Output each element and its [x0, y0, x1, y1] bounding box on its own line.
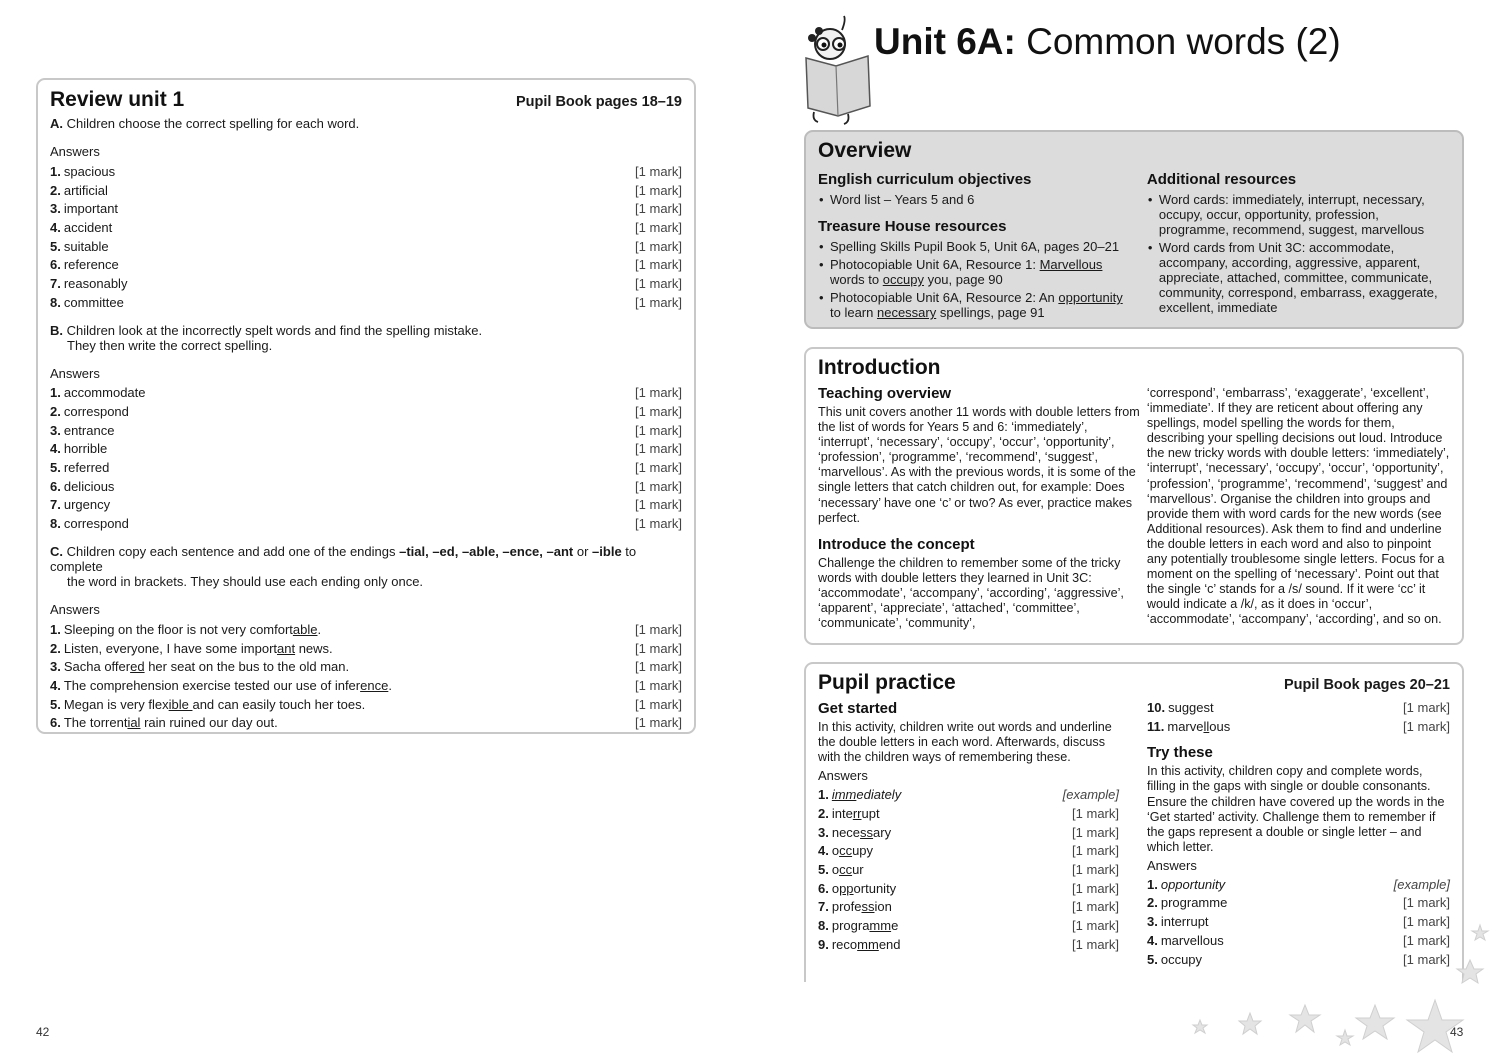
answer-row: [818, 860, 1119, 879]
mark-label: [1 mark]: [635, 677, 682, 693]
mark-label: [1 mark]: [635, 201, 682, 217]
answer-row: [50, 218, 682, 237]
answer-text: 8. committee: [50, 294, 124, 310]
answer-row: [818, 841, 1119, 860]
mark-label: [1 mark]: [1072, 936, 1119, 952]
mark-label: [1 mark]: [635, 182, 682, 198]
answers-label: Answers: [1147, 857, 1197, 873]
answer-text: 1. Sleeping on the floor is not very comfortable.: [50, 621, 322, 637]
answer-row: [50, 384, 682, 403]
answer-row: [50, 496, 682, 515]
mark-label: [1 mark]: [1072, 899, 1119, 915]
answer-text: 3. important: [50, 201, 119, 217]
answer-row: [50, 421, 682, 440]
answers-label: Answers: [50, 365, 100, 381]
answer-row: [818, 785, 1119, 804]
get-started-text: In this activity, children write out words and underline the double letters in each word. Afterwards, discuss with the children ways of remembering these.: [818, 720, 1112, 765]
answer-text: 7. urgency: [50, 497, 111, 513]
answer-row: [50, 639, 682, 658]
answer-text: 4. occupy: [818, 843, 874, 859]
answer-text: 5. referred: [50, 460, 110, 476]
answer-text: 5. occur: [818, 861, 864, 877]
answer-row: [50, 676, 682, 695]
mark-label: [1 mark]: [635, 294, 682, 310]
answer-text: 9. recommend: [818, 936, 901, 952]
answer-row: [818, 916, 1119, 935]
additional-resource-item: • Word cards from Unit 3C: accommodate, accompany, according, aggressive, apparent, appreciate, attached, committee, communicate, community, correspond, embarrass, exaggerate, excellent, immediate: [1147, 240, 1450, 315]
curriculum-objective-item: • Word list – Years 5 and 6: [818, 192, 1147, 207]
answer-row: [50, 255, 682, 274]
answer-row: [50, 293, 682, 312]
additional-resources-heading: Additional resources: [1146, 171, 1297, 188]
answer-row: [50, 514, 682, 533]
curriculum-objectives-heading: English curriculum objectives: [818, 171, 1032, 188]
answer-text: 3. necessary: [818, 824, 892, 840]
answer-row: [50, 695, 682, 714]
section-c-answers: [50, 620, 682, 732]
answer-row: [50, 713, 682, 732]
introduction-box: [804, 347, 1464, 645]
answer-row: [50, 657, 682, 676]
answer-row: [818, 804, 1119, 823]
answer-text: 11. marvellous: [1147, 718, 1231, 734]
answer-text: 1. immediately: [818, 787, 902, 803]
mark-label: [1 mark]: [1403, 914, 1450, 930]
answer-text: 4. accident: [50, 219, 113, 235]
answer-text: 8. correspond: [50, 516, 129, 532]
review-unit-box: [36, 78, 696, 734]
answer-row: [50, 199, 682, 218]
answer-text: 2. correspond: [50, 404, 129, 420]
answer-row: [50, 162, 682, 181]
additional-resource-item: • Word cards: immediately, interrupt, necessary, occupy, occur, opportunity, profession, programme, recommend, suggest, marvellous: [1147, 192, 1450, 237]
mark-label: [1 mark]: [635, 516, 682, 532]
section-c-instruction: C. Children copy each sentence and add one of the endings –tial, –ed, –able, –ence, –ant or –ible to complete the word in brackets. They should use each ending only once.: [50, 544, 637, 589]
answer-text: 5. Megan is very flexible and can easily touch her toes.: [50, 696, 366, 712]
pupil-practice-title: Pupil practice: [818, 671, 956, 694]
answer-text: 5. occupy: [1147, 951, 1203, 967]
answer-text: 6. delicious: [50, 478, 115, 494]
mark-label: [1 mark]: [1072, 880, 1119, 896]
answer-text: 6. opportunity: [818, 880, 897, 896]
answer-text: 10. suggest: [1147, 699, 1214, 715]
answer-text: 4. The comprehension exercise tested our use of inference.: [50, 677, 392, 693]
answer-text: 4. marvellous: [1147, 932, 1224, 948]
answer-text: 6. The torrential rain ruined our day out.: [50, 715, 278, 731]
mark-label: [1 mark]: [1072, 861, 1119, 877]
mark-label: [1 mark]: [1403, 699, 1450, 715]
mark-label: [1 mark]: [635, 385, 682, 401]
page-number-right: 43: [1450, 1025, 1464, 1039]
review-title: Review unit 1: [50, 88, 185, 111]
answer-text: 6. reference: [50, 257, 119, 273]
mark-label: [1 mark]: [635, 621, 682, 637]
get-started-answers-continued: [1147, 698, 1450, 735]
answer-row: [50, 274, 682, 293]
answer-row: [818, 935, 1119, 954]
treasure-house-heading: Treasure House resources: [818, 218, 1007, 235]
mark-label: [1 mark]: [635, 696, 682, 712]
answer-row: [1147, 875, 1450, 894]
answer-text: 1. spacious: [50, 163, 116, 179]
mark-label: [1 mark]: [635, 422, 682, 438]
mark-label: [1 mark]: [1072, 843, 1119, 859]
try-these-heading: Try these: [1147, 744, 1213, 762]
treasure-house-item: • Photocopiable Unit 6A, Resource 1: Marvellous words to occupy you, page 90: [818, 257, 1147, 287]
mascot-reading-icon: [800, 14, 876, 126]
section-b-answers: [50, 384, 682, 534]
answer-row: [818, 879, 1119, 898]
mark-label: [1 mark]: [1072, 805, 1119, 821]
pupil-practice-pages: Pupil Book pages 20–21: [1283, 677, 1450, 693]
mark-label: [1 mark]: [635, 441, 682, 457]
answer-row: [50, 620, 682, 639]
treasure-house-item: • Spelling Skills Pupil Book 5, Unit 6A, pages 20–21: [818, 239, 1147, 254]
teaching-overview-heading: Teaching overview: [818, 385, 952, 402]
answer-row: [50, 181, 682, 200]
mark-label: [1 mark]: [635, 659, 682, 675]
answer-row: [50, 440, 682, 459]
page-number-left: 42: [36, 1025, 50, 1039]
mark-label: [1 mark]: [635, 478, 682, 494]
mark-label: [1 mark]: [1403, 932, 1450, 948]
mark-label: [example]: [1062, 787, 1119, 803]
answer-text: 4. horrible: [50, 441, 108, 457]
mark-label: [1 mark]: [635, 238, 682, 254]
mark-label: [1 mark]: [635, 257, 682, 273]
answer-row: [818, 897, 1119, 916]
answers-label: Answers: [818, 768, 868, 784]
section-b-instruction: B. Children look at the incorrectly spelt words and find the spelling mistake. They then write the correct spelling.: [50, 322, 483, 353]
mark-label: [1 mark]: [1403, 895, 1450, 911]
answer-row: [818, 823, 1119, 842]
mark-label: [1 mark]: [635, 275, 682, 291]
mark-label: [1 mark]: [635, 163, 682, 179]
try-these-text: In this activity, children copy and complete words, filling in the gaps with single or double consonants. Ensure the children have covered up the words in the ‘Get started’ activity. Challenge them to remember if the gaps represent a double or single letter – and which letter.: [1147, 764, 1445, 854]
get-started-answers: [818, 785, 1119, 953]
overview-title: Overview: [818, 139, 912, 162]
mark-label: [1 mark]: [1403, 718, 1450, 734]
review-pages: Pupil Book pages 18–19: [515, 94, 682, 110]
mark-label: [1 mark]: [635, 219, 682, 235]
answer-row: [50, 402, 682, 421]
teaching-overview-text: This unit covers another 11 words with double letters from the list of words for Years 5 and 6: ‘immediately’, ‘interrupt’, ‘necessary’, ‘occupy’, ‘occur’, ‘opportunity’, ‘profession’, ‘programme’, ‘recommend’, ‘suggest’, ‘marvellous’. As with the previous words, it is some of the single letters that catch children out, for example: Does ‘necessary’ have one ‘c’ or two? As ever, practice makes perfect.: [818, 405, 1140, 525]
answer-row: [50, 458, 682, 477]
mark-label: [1 mark]: [635, 715, 682, 731]
get-started-heading: Get started: [818, 700, 898, 717]
answer-text: 1. opportunity: [1147, 876, 1226, 892]
answer-text: 3. Sacha offered her seat on the bus to the old man.: [50, 659, 350, 675]
mark-label: [1 mark]: [1072, 824, 1119, 840]
unit-title: Unit 6A: Common words (2): [874, 21, 1341, 62]
introduction-title: Introduction: [818, 356, 941, 379]
answer-row: [1147, 717, 1450, 736]
treasure-house-item: • Photocopiable Unit 6A, Resource 2: An opportunity to learn necessary spellings, page 91: [818, 290, 1147, 320]
answer-row: [50, 237, 682, 256]
answer-text: 2. programme: [1147, 895, 1228, 911]
introduce-concept-continued: ‘correspond’, ‘embarrass’, ‘exaggerate’, ‘excellent’, ‘immediate’. If they are reticent about offering any spellings, model spelling the words for them, describing your spelling decisions out loud. Introduce the new tricky words with double letters: ‘immediately’, ‘interrupt’, ‘necessary’, ‘occupy’, ‘occur’, ‘opportunity’, ‘profession’, ‘programme’, ‘recommend’, ‘suggest’ and ‘marvellous’. Organise the children into groups and provide them with word cards for the new words (see Additional resources). Ask them to find and underline the double letters in each word and also to pinpoint any potentially troublesome single letters. Focus for a moment on the spelling of ‘necessary’. Point out that the single ‘c’ stands for a /s/ sound. If it were ‘cc’ it would indicate a /k/, as it does in ‘occur’, ‘accommodate’, ‘accompany’, ‘according’, and so on.: [1146, 386, 1450, 627]
introduce-concept-heading: Introduce the concept: [818, 535, 975, 553]
mark-label: [1 mark]: [635, 497, 682, 513]
section-a-instruction: A. Children choose the correct spelling for each word.: [50, 116, 360, 131]
mark-label: [1 mark]: [1403, 951, 1450, 967]
answer-text: 2. artificial: [50, 182, 108, 198]
answer-text: 3. entrance: [50, 422, 115, 438]
answer-text: 5. suitable: [50, 238, 109, 254]
mark-label: [1 mark]: [1072, 917, 1119, 933]
answer-text: 8. programme: [818, 917, 899, 933]
mark-label: [example]: [1393, 876, 1450, 892]
answer-text: 7. profession: [818, 899, 892, 915]
answers-label: Answers: [50, 602, 100, 617]
mark-label: [1 mark]: [635, 460, 682, 476]
overview-box: [804, 130, 1464, 329]
answer-row: [50, 477, 682, 496]
answers-label: Answers: [50, 144, 100, 159]
answer-text: 3. interrupt: [1147, 914, 1209, 930]
mark-label: [1 mark]: [635, 404, 682, 420]
introduce-concept-text: Challenge the children to remember some of the tricky words with double letters they learned in Unit 3C: ‘accommodate’, ‘accompany’, ‘according’, ‘aggressive’, ‘apparent’, ‘appreciate’, ‘attached’, ‘committee’, ‘communicate’, ‘community’,: [818, 555, 1124, 631]
answer-text: 1. accommodate: [50, 385, 146, 401]
answer-row: [1147, 698, 1450, 717]
answer-text: 2. Listen, everyone, I have some important news.: [50, 640, 333, 656]
section-a-answers: [50, 162, 682, 312]
answer-text: 7. reasonably: [50, 275, 128, 291]
mark-label: [1 mark]: [635, 640, 682, 656]
answer-text: 2. interrupt: [818, 805, 880, 821]
